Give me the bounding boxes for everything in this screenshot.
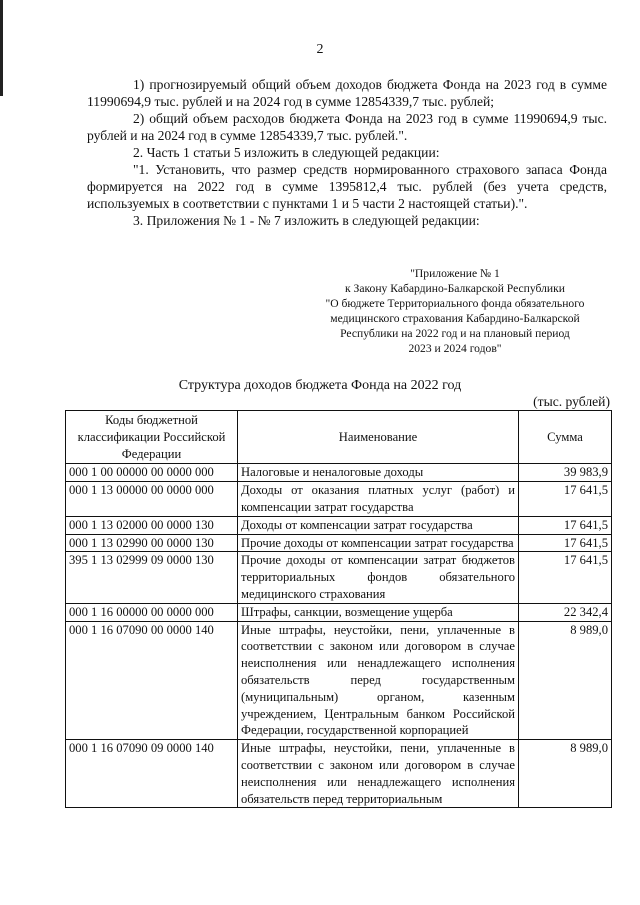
row-name: Иные штрафы, неустойки, пени, уплаченные в соответствии с законом или договором в случае неисполнения или ненадлежащего исполнения обязательств перед государственным (муниципальным) органом, казенным учреждением, Центральным банком Российской Федерации, государственной корпорацией bbox=[238, 621, 519, 740]
income-structure-table bbox=[65, 410, 612, 808]
annex-line-5: Республики на 2022 год и на плановый период bbox=[340, 327, 570, 340]
annex-line-2: к Закону Кабардино-Балкарской Республики bbox=[345, 282, 565, 295]
row-code: 000 1 13 00000 00 0000 000 bbox=[66, 482, 238, 517]
row-name: Штрафы, санкции, возмещение ущерба bbox=[238, 603, 519, 621]
row-sum: 17 641,5 bbox=[519, 482, 612, 517]
table-row bbox=[66, 482, 612, 517]
header-name: Наименование bbox=[238, 411, 519, 464]
annex-line-3: "О бюджете Территориального фонда обязательного bbox=[325, 297, 585, 310]
paragraph-2: 2) общий объем расходов бюджета Фонда на 2023 год в сумме 11990694,9 тыс. рублей и на 2024 год в сумме 12854339,7 тыс. рублей.". bbox=[87, 111, 607, 143]
row-code: 000 1 13 02000 00 0000 130 bbox=[66, 516, 238, 534]
table-title: Структура доходов бюджета Фонда на 2022 год bbox=[178, 378, 462, 393]
paragraph-5: 3. Приложения № 1 - № 7 изложить в следующей редакции: bbox=[133, 213, 480, 228]
table-row bbox=[66, 534, 612, 552]
row-code: 395 1 13 02999 09 0000 130 bbox=[66, 552, 238, 603]
row-code: 000 1 13 02990 00 0000 130 bbox=[66, 534, 238, 552]
row-name: Доходы от оказания платных услуг (работ) и компенсации затрат государства bbox=[238, 482, 519, 517]
header-code: Коды бюджетной классификации Российской Федерации bbox=[66, 411, 238, 464]
row-code: 000 1 16 07090 09 0000 140 bbox=[66, 740, 238, 808]
row-code: 000 1 16 00000 00 0000 000 bbox=[66, 603, 238, 621]
annex-line-4: медицинского страхования Кабардино-Балкарской bbox=[330, 312, 580, 325]
row-sum: 17 641,5 bbox=[519, 534, 612, 552]
row-sum: 8 989,0 bbox=[519, 621, 612, 740]
paragraph-4: "1. Установить, что размер средств нормированного страхового запаса Фонда формируется на 2022 год в сумме 1395812,4 тыс. рублей (без учета средств, используемых в соответствии с пунктами 1 и 5 части 2 настоящей статьи).". bbox=[87, 162, 607, 211]
paragraph-1: 1) прогнозируемый общий объем доходов бюджета Фонда на 2023 год в сумме 11990694,9 тыс. рублей и на 2024 год в сумме 12854339,7 тыс. рублей; bbox=[87, 77, 607, 109]
annex-header bbox=[290, 266, 620, 356]
row-code: 000 1 16 07090 00 0000 140 bbox=[66, 621, 238, 740]
table-row bbox=[66, 740, 612, 808]
row-sum: 22 342,4 bbox=[519, 603, 612, 621]
table-header-row bbox=[66, 411, 612, 464]
paragraph-3: 2. Часть 1 статьи 5 изложить в следующей редакции: bbox=[133, 145, 440, 160]
annex-line-1: "Приложение № 1 bbox=[410, 267, 500, 280]
header-sum: Сумма bbox=[519, 411, 612, 464]
table-row bbox=[66, 621, 612, 740]
row-name: Доходы от компенсации затрат государства bbox=[238, 516, 519, 534]
row-code: 000 1 00 00000 00 0000 000 bbox=[66, 464, 238, 482]
page-bottom-margin bbox=[0, 818, 640, 905]
body-text bbox=[87, 76, 607, 229]
row-name: Прочие доходы от компенсации затрат бюджетов территориальных фондов обязательного медицинского страхования bbox=[238, 552, 519, 603]
annex-line-6: 2023 и 2024 годов" bbox=[408, 342, 502, 355]
row-sum: 17 641,5 bbox=[519, 516, 612, 534]
page-number: 2 bbox=[316, 42, 324, 57]
row-name: Прочие доходы от компенсации затрат государства bbox=[238, 534, 519, 552]
table-row bbox=[66, 552, 612, 603]
table-row bbox=[66, 516, 612, 534]
row-name: Иные штрафы, неустойки, пени, уплаченные в соответствии с законом или договором в случае неисполнения или ненадлежащего исполнения обязательств перед территориальным bbox=[238, 740, 519, 808]
table-row bbox=[66, 603, 612, 621]
row-sum: 39 983,9 bbox=[519, 464, 612, 482]
table-row bbox=[66, 464, 612, 482]
units-label: (тыс. рублей) bbox=[533, 394, 610, 409]
row-sum: 8 989,0 bbox=[519, 740, 612, 808]
row-sum: 17 641,5 bbox=[519, 552, 612, 603]
row-name: Налоговые и неналоговые доходы bbox=[238, 464, 519, 482]
